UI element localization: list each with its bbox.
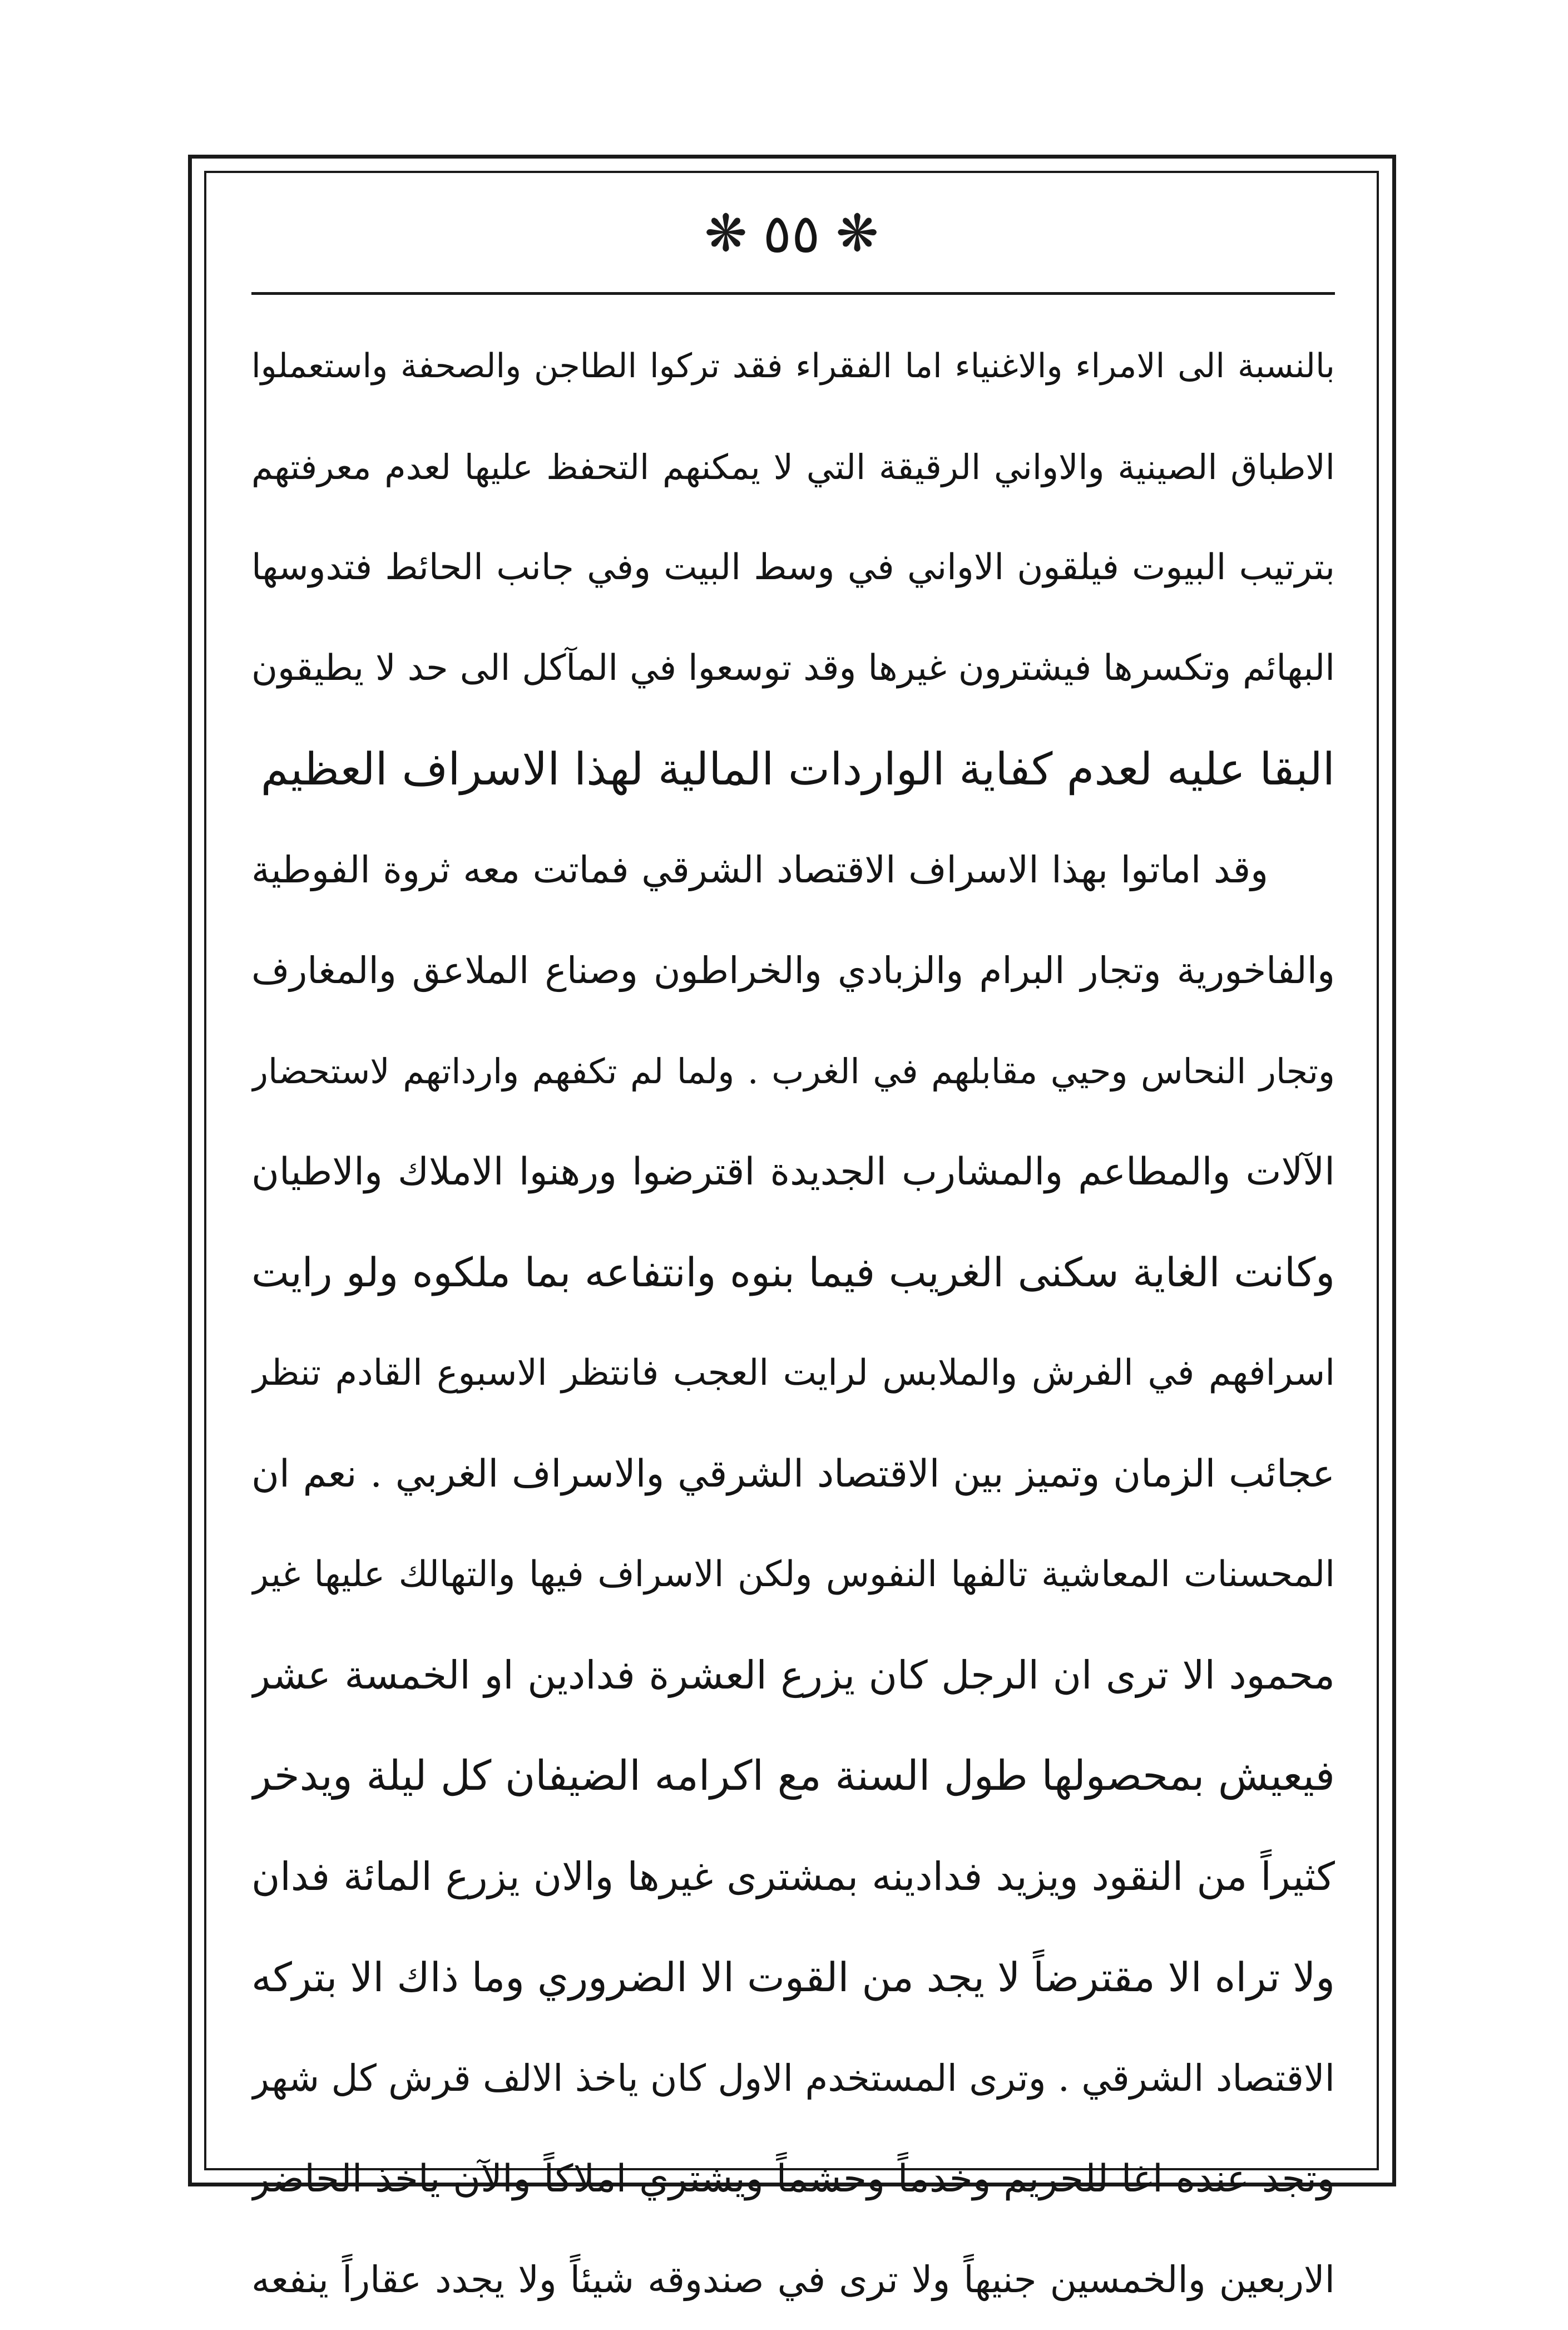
text-line: وكانت الغاية سكنى الغريب فيما بنوه وانتفاعه بما ملكوه ولو رايت [251,1249,1335,1296]
text-line: الآلات والمطاعم والمشارب الجديدة اقترضوا ورهنوا الاملاك والاطيان [251,1150,1335,1194]
text-line: الاطباق الصينية والاواني الرقيقة التي لا يمكنهم التحفظ عليها لعدم معرفتهم [251,447,1335,487]
text-line: المحسنات المعاشية تالفها النفوس ولكن الاسراف فيها والتهالك عليها غير [251,1554,1335,1595]
text-line: بالنسبة الى الامراء والاغنياء اما الفقراء فقد تركوا الطاجن والصحفة واستعملوا [251,347,1335,386]
header-divider [251,292,1335,295]
text-line: كثيراً من النقود ويزيد فدادينه بمشترى غيرها والان يزرع المائة فدان [251,1854,1335,1899]
text-line: بترتيب البيوت فيلقون الاواني في وسط البيت وفي جانب الحائط فتدوسها [251,547,1335,588]
ornament-left-icon: ❋ [704,204,748,263]
article-body [251,316,1335,2330]
text-line: والفاخورية وتجار البرام والزبادي والخراطون وصناع الملاعق والمغارف [251,949,1335,992]
text-line: محمود الا ترى ان الرجل كان يزرع العشرة فدادين او الخمسة عشر [251,1652,1335,1698]
paragraph-start-line: وقد اماتوا بهذا الاسراف الاقتصاد الشرقي فماتت معه ثروة الفوطية [251,848,1268,891]
text-line: الاقتصاد الشرقي . وترى المستخدم الاول كان ياخذ الالف قرش كل شهر [251,2057,1335,2100]
text-line: ولا تراه الا مقترضاً لا يجد من القوت الا الضروري وما ذاك الا بتركه [251,1954,1335,2001]
text-line: عجائب الزمان وتميز بين الاقتصاد الشرقي والاسراف الغربي . نعم ان [251,1452,1335,1496]
text-line: اسرافهم في الفرش والملابس لرايت العجب فانتظر الاسبوع القادم تنظر [251,1352,1335,1394]
text-line: البهائم وتكسرها فيشترون غيرها وقد توسعوا في المآكل الى حد لا يطيقون [251,648,1335,689]
text-line: الاربعين والخمسين جنيهاً ولا ترى في صندوقه شيئاً ولا يجدد عقاراً ينفعه [251,2258,1335,2301]
text-line: وتجد عنده اغا للحريم وخدماً وحشماً ويشتري املاكاً والآن ياخذ الحاضر [251,2157,1335,2201]
ornament-right-icon: ❋ [835,204,879,263]
text-line: فيعيش بمحصولها طول السنة مع اكرامه الضيفان كل ليلة ويدخر [251,1752,1335,1800]
page-header [204,198,1379,270]
text-line: البقا عليه لعدم كفاية الواردات المالية لهذا الاسراف العظيم [260,743,1335,795]
text-line: وتجار النحاس وحيي مقابلهم في الغرب . ولما لم تكفهم وارداتهم لاستحضار [251,1051,1335,1092]
page-number: ٥٥ [763,203,820,265]
